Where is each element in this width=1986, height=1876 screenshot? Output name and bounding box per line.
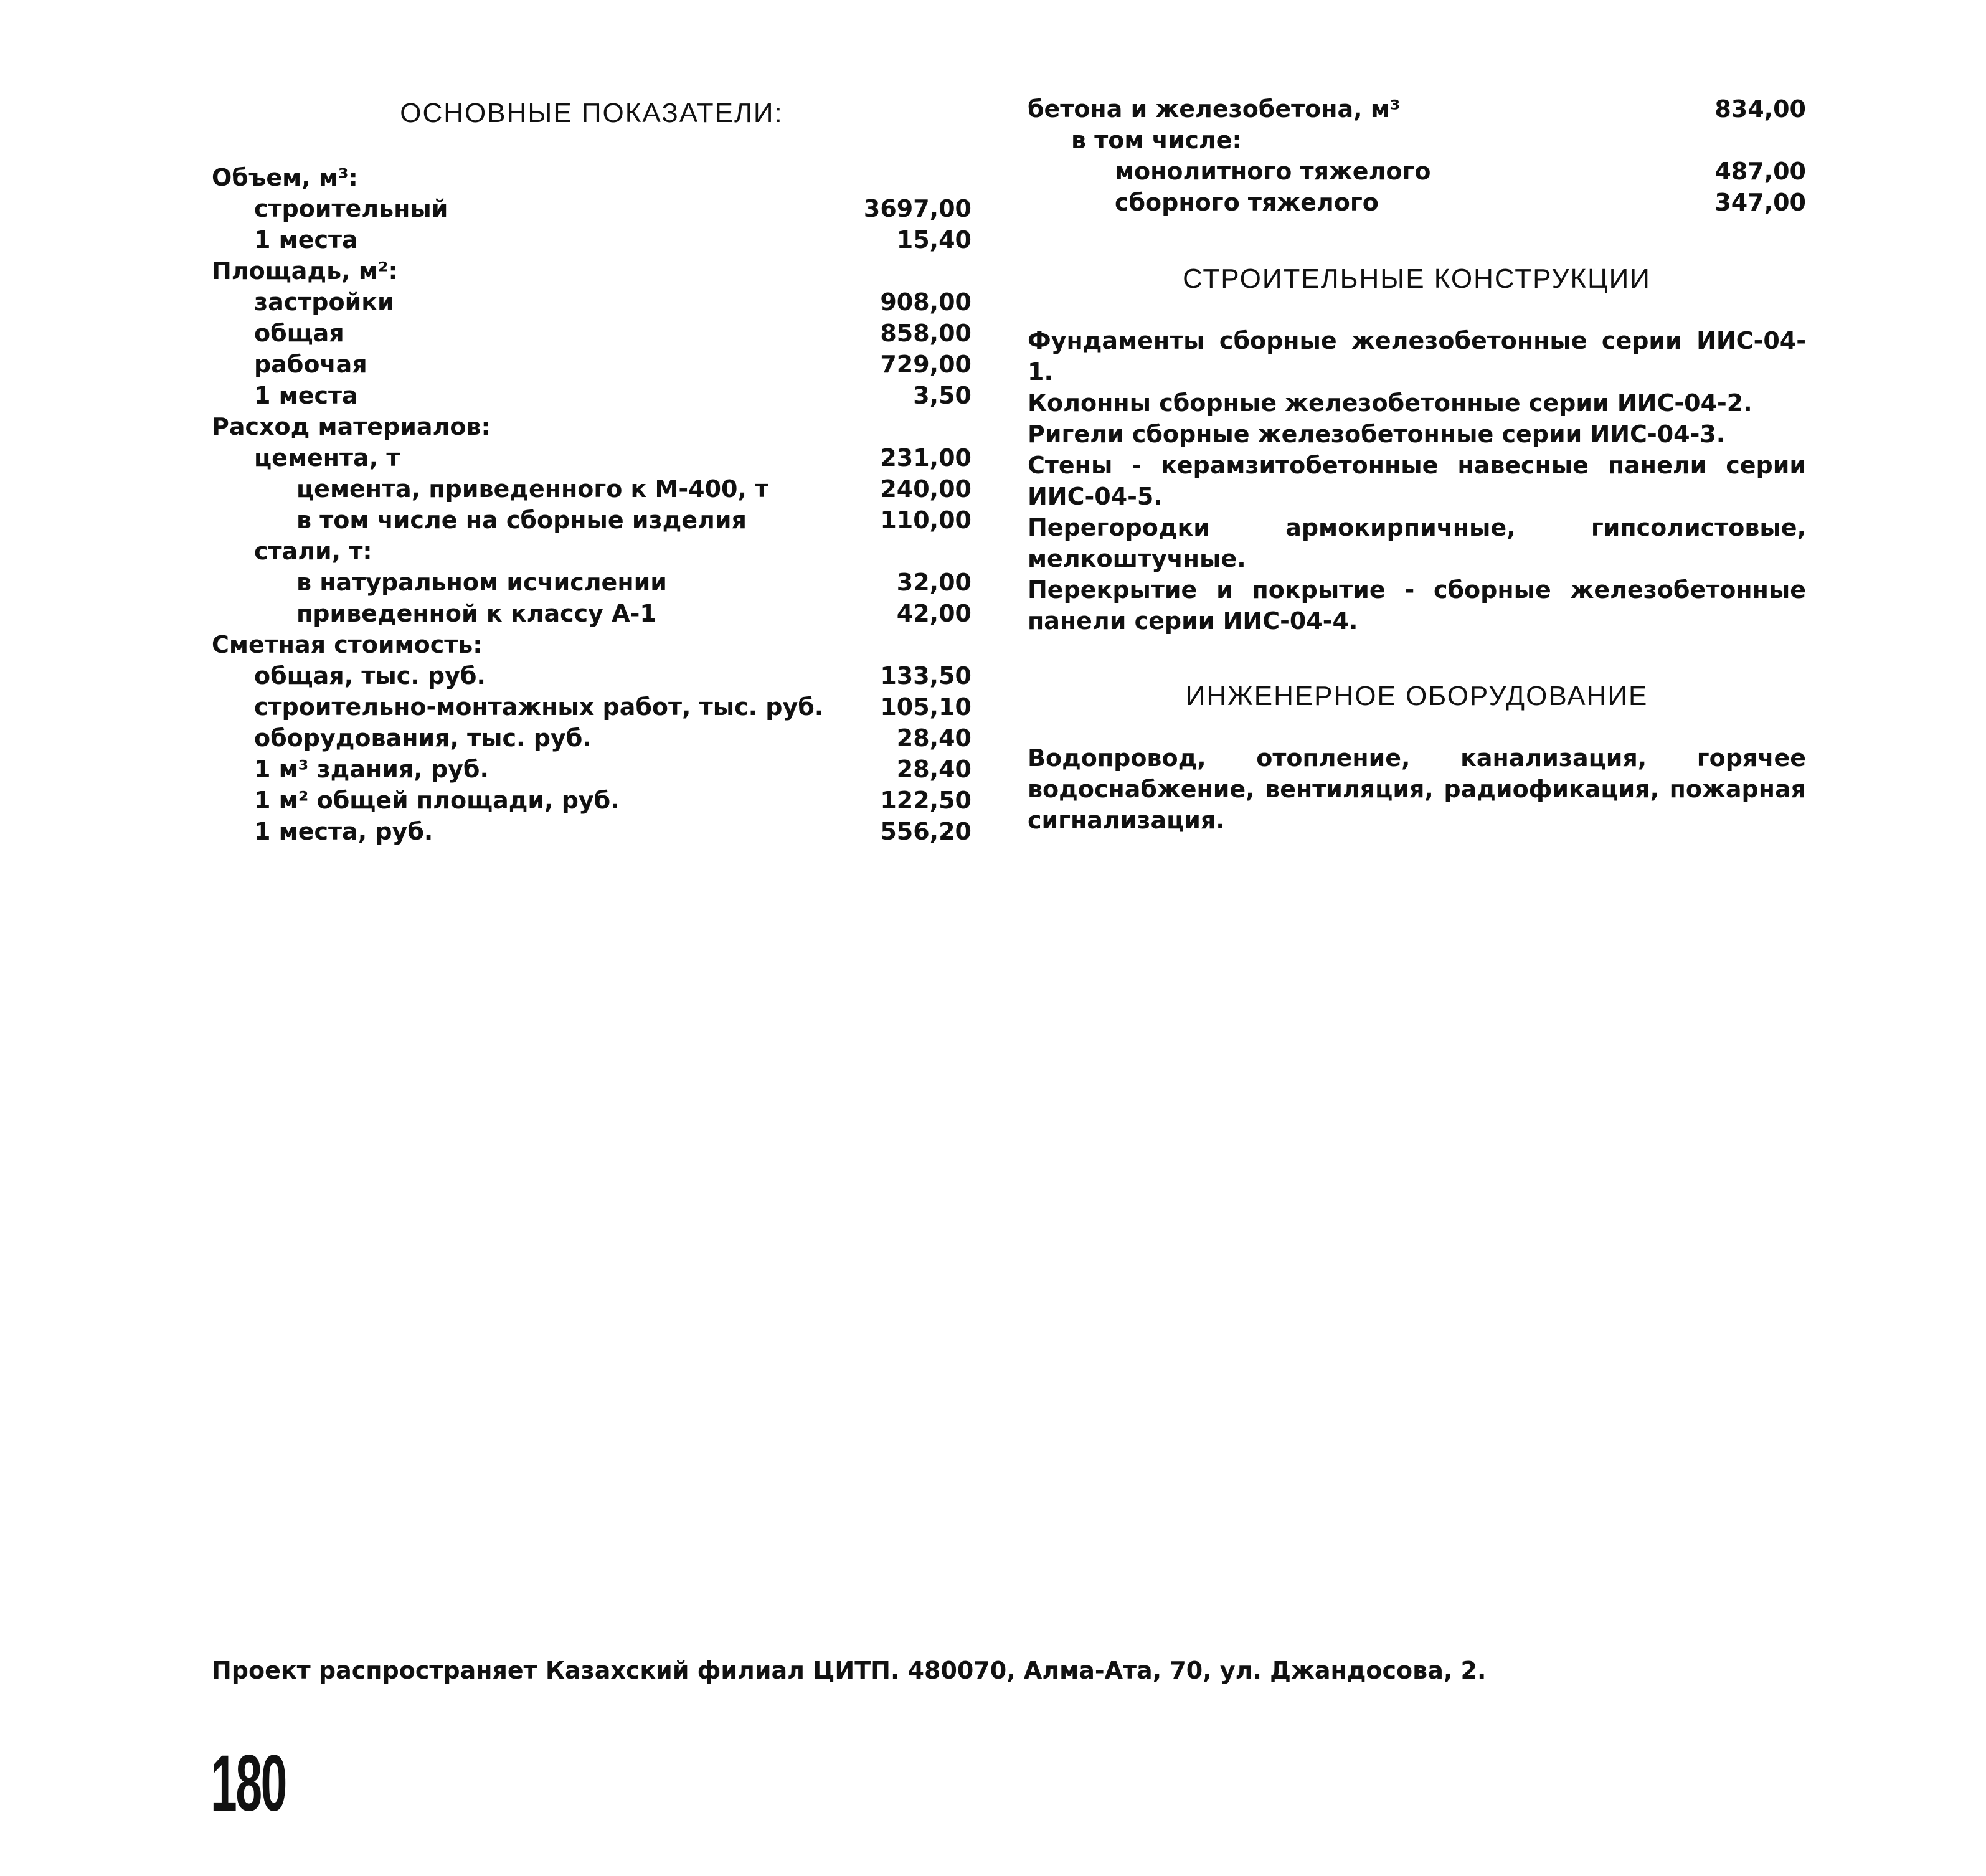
table-row — [212, 473, 972, 505]
table-row — [212, 411, 972, 442]
row-value: 105,10 — [880, 693, 972, 721]
row-label: сборного тяжелого — [1115, 189, 1379, 216]
construction-item: Перегородки армокирпичные, гипсолистовые, мелкоштучные. — [1028, 514, 1806, 572]
table-row — [212, 536, 972, 567]
row-label: 1 м² общей площади, руб. — [254, 787, 620, 814]
main-indicators-section — [212, 93, 972, 847]
row-label: в натуральном исчислении — [296, 569, 667, 596]
table-row — [212, 660, 972, 691]
table-row — [212, 162, 972, 193]
construction-item: Ригели сборные железобетонные серии ИИС-04-3. — [1028, 420, 1726, 448]
row-label: в том числе: — [1071, 126, 1242, 154]
row-value: 110,00 — [880, 506, 972, 534]
row-value: 133,50 — [880, 662, 972, 689]
construction-item: Колонны сборные железобетонные серии ИИС-04-2. — [1028, 389, 1752, 417]
row-value: 908,00 — [880, 288, 972, 316]
row-label: бетона и железобетона, м³ — [1028, 95, 1401, 123]
row-label: в том числе на сборные изделия — [296, 506, 747, 534]
row-value: 122,50 — [880, 787, 972, 814]
row-label: рабочая — [254, 351, 367, 378]
table-row — [212, 505, 972, 536]
row-label: оборудования, тыс. руб. — [254, 724, 592, 752]
construction-item: Фундаменты сборные железобетонные серии ИИС-04-1. — [1028, 327, 1806, 386]
table-row — [212, 287, 972, 318]
row-label: Расход материалов: — [212, 413, 491, 440]
row-label: 1 м³ здания, руб. — [254, 756, 489, 783]
table-row — [1028, 125, 1806, 156]
main-indicators-heading: ОСНОВНЫЕ ПОКАЗАТЕЛИ: — [400, 98, 783, 128]
row-value: 3697,00 — [863, 195, 972, 222]
row-label: застройки — [254, 288, 394, 316]
table-row — [212, 629, 972, 660]
row-label: стали, т: — [254, 538, 372, 565]
row-label: общая, тыс. руб. — [254, 662, 486, 689]
row-value: 32,00 — [896, 569, 972, 596]
constructions-list — [1028, 325, 1806, 637]
table-row — [1028, 187, 1806, 218]
row-value: 42,00 — [896, 600, 972, 627]
table-row — [212, 442, 972, 473]
row-label: Площадь, м²: — [212, 257, 398, 285]
row-value: 3,50 — [913, 382, 972, 409]
page-number: 180 — [210, 1739, 286, 1828]
table-row — [212, 349, 972, 380]
row-label: 1 места — [254, 226, 358, 253]
table-row — [212, 754, 972, 785]
row-label: монолитного тяжелого — [1115, 158, 1431, 185]
row-label: цемента, т — [254, 444, 400, 471]
row-label: строительно-монтажных работ, тыс. руб. — [254, 693, 824, 721]
row-value: 858,00 — [880, 320, 972, 347]
row-value: 347,00 — [1714, 189, 1806, 216]
indicators-table — [212, 162, 972, 847]
distributor-note: Проект распространяет Казахский филиал ЦИТП. 480070, Алма-Ата, 70, ул. Джандосова, 2. — [212, 1657, 1487, 1684]
row-value: 15,40 — [896, 226, 972, 253]
construction-item: Перекрытие и покрытие - сборные железобетонные панели серии ИИС-04-4. — [1028, 576, 1806, 635]
row-value: 28,40 — [896, 724, 972, 752]
row-label: Сметная стоимость: — [212, 631, 483, 658]
concrete-table — [1028, 93, 1806, 218]
table-row — [212, 567, 972, 598]
equipment-heading: ИНЖЕНЕРНОЕ ОБОРУДОВАНИЕ — [1185, 681, 1648, 711]
table-row — [1028, 156, 1806, 187]
table-row — [212, 224, 972, 255]
table-row — [212, 691, 972, 722]
table-row — [212, 598, 972, 629]
table-row — [212, 255, 972, 287]
row-label: строительный — [254, 195, 448, 222]
equipment-text: Водопровод, отопление, канализация, горячее водоснабжение, вентиляция, радиофикация, пожарная сигнализация. — [1028, 744, 1806, 834]
construction-item: Стены - керамзитобетонные навесные панели серии ИИС-04-5. — [1028, 452, 1806, 510]
row-value: 487,00 — [1714, 158, 1806, 185]
row-label: 1 места — [254, 382, 358, 409]
table-row — [212, 193, 972, 224]
constructions-heading: СТРОИТЕЛЬНЫЕ КОНСТРУКЦИИ — [1183, 263, 1651, 294]
row-value: 240,00 — [880, 475, 972, 503]
table-row — [212, 380, 972, 411]
row-label: цемента, приведенного к М-400, т — [296, 475, 769, 503]
row-label: Объем, м³: — [212, 164, 358, 191]
row-value: 556,20 — [880, 818, 972, 845]
row-value: 28,40 — [896, 756, 972, 783]
row-value: 231,00 — [880, 444, 972, 471]
row-value: 834,00 — [1714, 95, 1806, 123]
table-row — [212, 722, 972, 754]
table-row — [212, 785, 972, 816]
row-label: общая — [254, 320, 344, 347]
right-column — [1028, 93, 1806, 836]
row-value: 729,00 — [880, 351, 972, 378]
table-row — [1028, 93, 1806, 125]
table-row — [212, 816, 972, 847]
row-label: приведенной к классу А-1 — [296, 600, 656, 627]
row-label: 1 места, руб. — [254, 818, 433, 845]
table-row — [212, 318, 972, 349]
